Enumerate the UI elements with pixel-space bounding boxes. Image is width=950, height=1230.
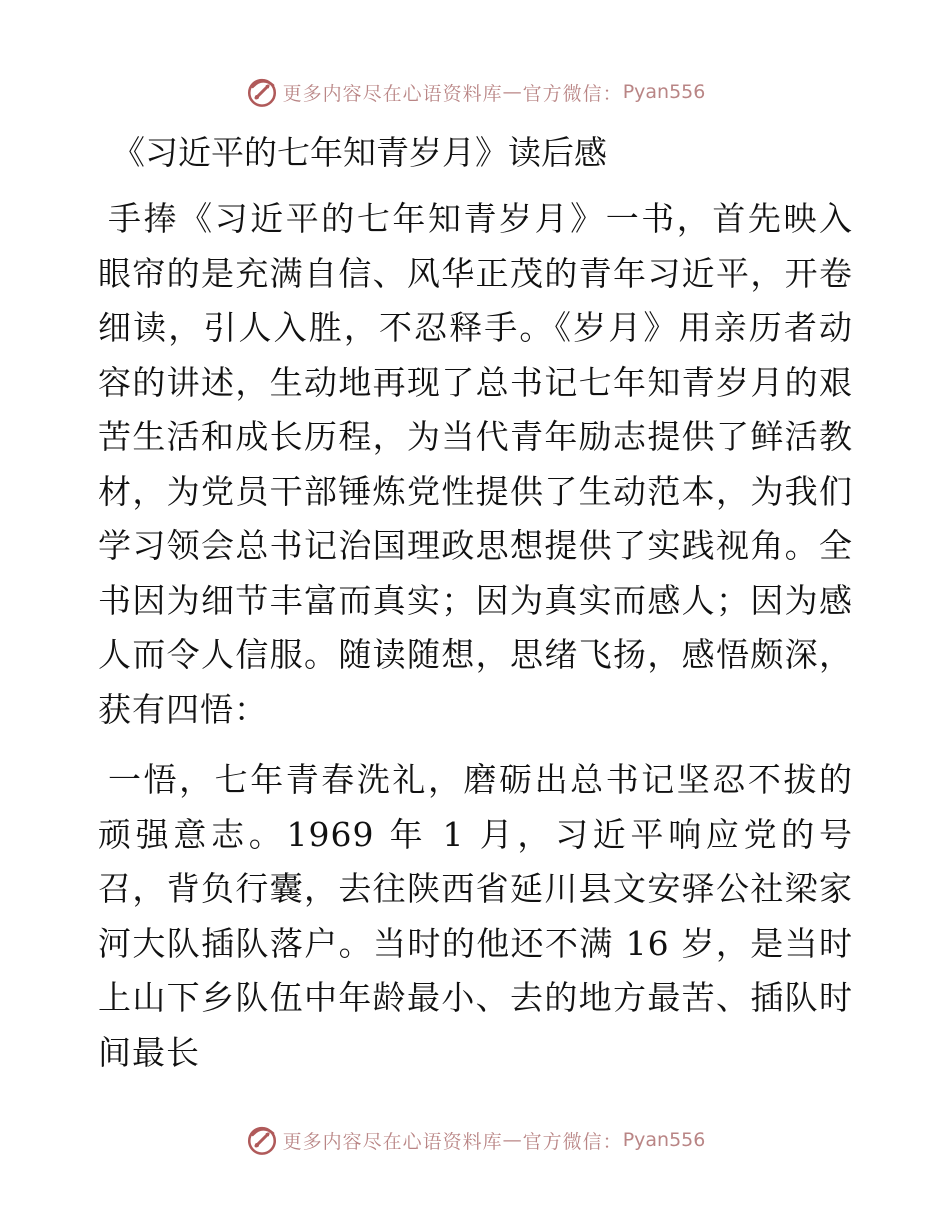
watermark-text: 更多内容尽在心语资料库 [282,1130,503,1153]
watermark-label: 官方微信： [522,1130,623,1153]
watermark-banner-bottom [0,1120,950,1160]
paragraph-intro: 手捧《习近平的七年知青岁月》一书，首先映入眼帘的是充满自信、风华正茂的青年习近平，开卷细读，引人入胜，不忍释手。《岁月》用亲历者动容的讲述，生动地再现了总书记七年知青岁月的艰苦生活和成长历程，为当代青年励志提供了鲜活教材，为党员干部锤炼党性提供了生动范本，为我们学习领会总书记治国理政思想提供了实践视角。全书因为细节丰富而真实；因为真实而感人；因为感人而令人信服。随读随想，思绪飞扬，感悟颇深，获有四悟： [98,199,853,729]
document-body [98,118,853,1092]
watermark-text: 更多内容尽在心语资料库 [282,82,503,105]
watermark-wechat-id: Pyan556 [622,81,706,103]
watermark-label: 官方微信： [522,82,623,105]
watermark-separator: — [502,81,523,103]
watermark-separator: — [502,1129,523,1151]
paragraph-first-insight: 一悟，七年青春洗礼，磨砺出总书记坚忍不拔的顽强意志。1969 年 1 月，习近平响应党的号召，背负行囊，去往陕西省延川县文安驿公社梁家河大队插队落户。当时的他还不满 16 岁，是当时上山下乡队伍中年龄最小、去的地方最苦、插队时间最长 [98,760,853,1072]
watermark-banner-top [0,72,950,112]
library-logo-icon [245,75,279,109]
watermark-wechat-id: Pyan556 [622,1129,706,1151]
document-title: 《习近平的七年知青岁月》读后感 [112,133,607,172]
library-logo-icon [245,1123,279,1157]
